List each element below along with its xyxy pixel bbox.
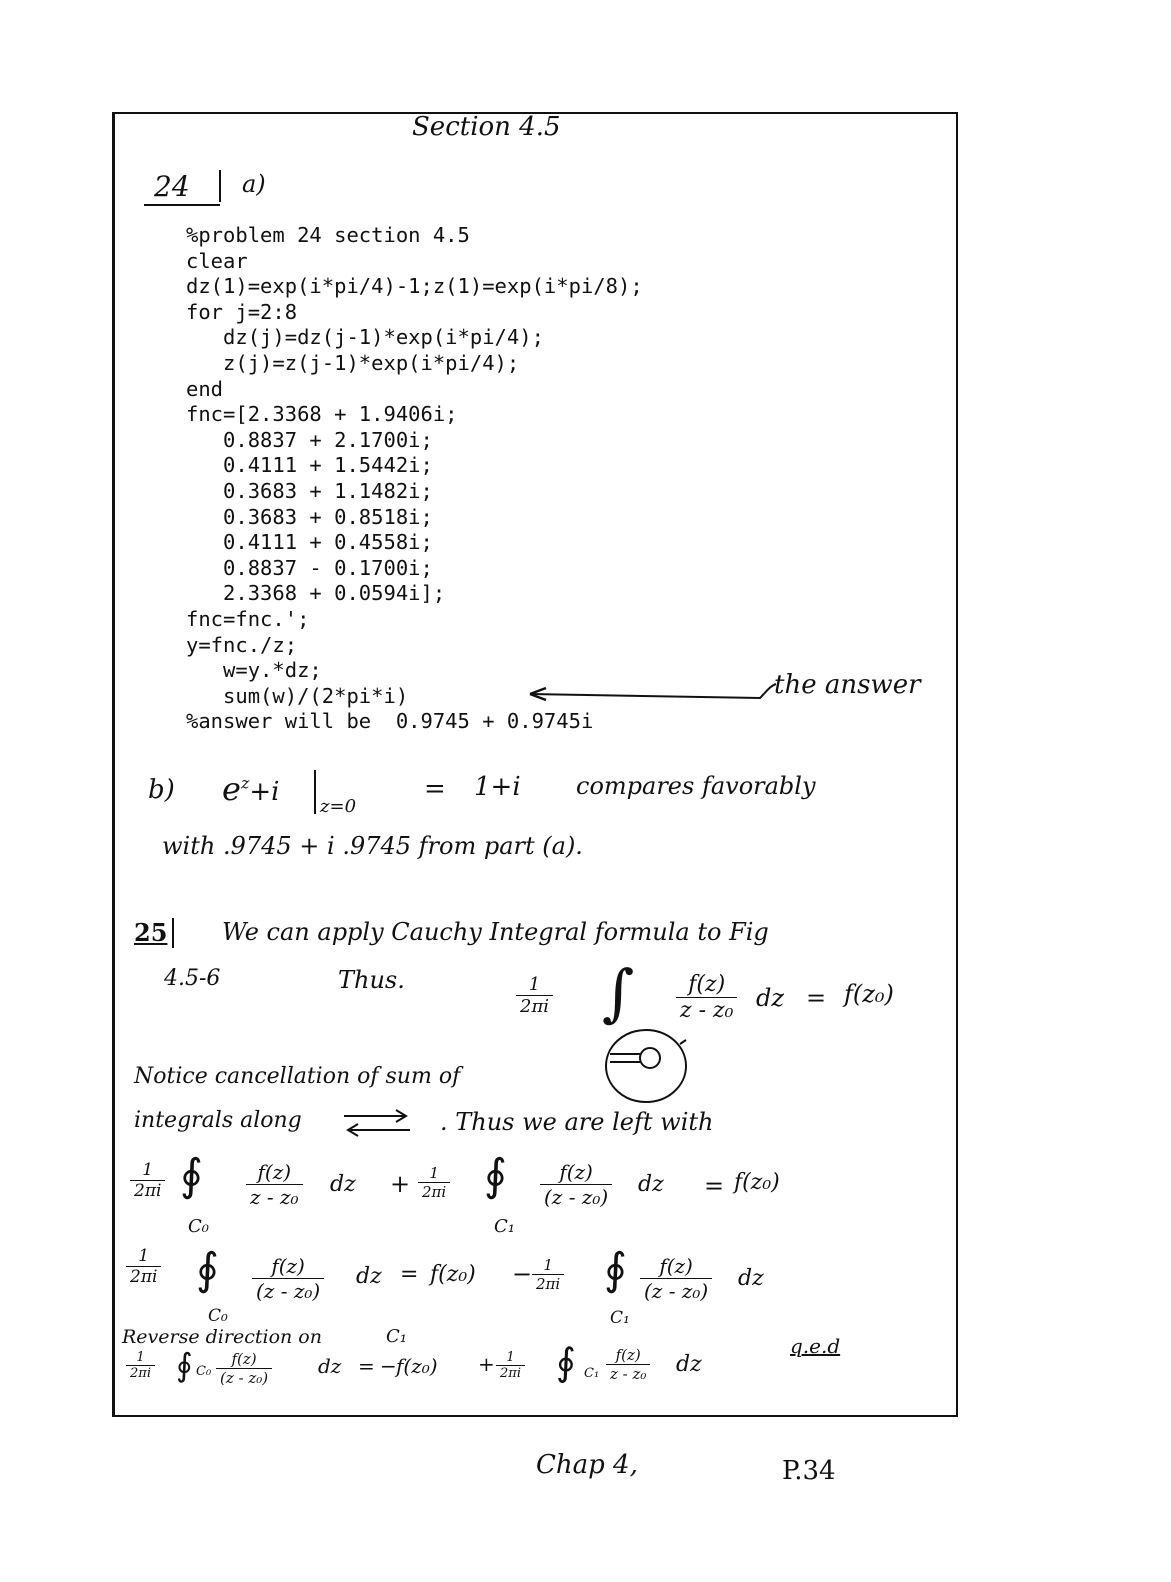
code-line: 0.3683 + 1.1482i;	[186, 478, 433, 503]
eq1-frac-a: $\frac{1}{2\pi i}$	[130, 1160, 165, 1201]
contour-integral-icon: ∮	[556, 1340, 576, 1384]
reverse-c1: C₁	[386, 1326, 407, 1347]
code-line: fnc=fnc.';	[186, 606, 310, 631]
code-line: 0.3683 + 0.8518i;	[186, 504, 433, 529]
problem-24-number: 24	[154, 170, 190, 203]
eq2-dz-1: dz	[356, 1264, 382, 1289]
eq1-dz-1: dz	[330, 1172, 356, 1197]
eq1-frac-d: $\frac{f(z)}{\text{(z - z₀)}}$	[540, 1160, 612, 1209]
eq3-equals: =	[358, 1354, 375, 1378]
code-line: clear	[186, 248, 248, 273]
cauchy-frac-2: $\frac{f(z)}{\text{z - z₀}}$	[676, 972, 737, 1023]
eq2-frac-a: $\frac{1}{2\pi i}$	[126, 1246, 161, 1287]
code-line: 0.8837 - 0.1700i;	[186, 555, 433, 580]
page-number: P.34	[782, 1456, 836, 1486]
eq2-f-z0: f(z₀)	[430, 1262, 476, 1287]
eq3-dz-1: dz	[318, 1354, 342, 1378]
part-b-plus: +i	[249, 777, 280, 807]
part-b-eval-bar	[314, 770, 316, 814]
cancel-arrows-icon	[340, 1106, 414, 1140]
eq2-c1: C₁	[610, 1308, 630, 1328]
notice-line-1: Notice cancellation of sum of	[134, 1064, 461, 1089]
code-line: 0.4111 + 1.5442i;	[186, 453, 433, 478]
chapter-label: Chap 4,	[536, 1450, 638, 1480]
code-line: sum(w)/(2*pi*i)	[186, 683, 409, 708]
code-line: y=fnc./z;	[186, 632, 298, 657]
cauchy-frac-1: $\frac{1}{2\pi i}$	[516, 974, 553, 1017]
eq1-equals: =	[704, 1172, 725, 1200]
notice-line-2: integrals along	[134, 1108, 302, 1133]
problem-25-intro: We can apply Cauchy Integral formula to Fig	[222, 918, 769, 946]
eq2-c0: C₀	[208, 1306, 228, 1326]
eq1-plus: +	[390, 1170, 411, 1198]
code-line: dz(1)=exp(i*pi/4)-1;z(1)=exp(i*pi/8);	[186, 274, 643, 299]
qed-mark: q.e.d	[790, 1334, 841, 1358]
matlab-code-block	[186, 223, 643, 735]
code-line: fnc=[2.3368 + 1.9406i;	[186, 402, 458, 427]
code-line: dz(j)=dz(j-1)*exp(i*pi/4);	[186, 325, 544, 350]
thus-label: Thus.	[338, 966, 405, 994]
problem-25-bar	[172, 918, 174, 948]
eq3-frac-c: $\frac{1}{2\pi i}$	[496, 1350, 525, 1381]
part-b-sup: z	[240, 773, 250, 793]
eq3-dz-2: dz	[676, 1352, 702, 1377]
contour-integral-icon: ∮	[604, 1244, 627, 1295]
code-line: for j=2:8	[186, 299, 298, 324]
code-line: 2.3368 + 0.0594i];	[186, 581, 446, 606]
eq3-frac-b: $\frac{f(z)}{\text{(z - z₀)}}$	[216, 1350, 272, 1387]
code-line: z(j)=z(j-1)*exp(i*pi/4);	[186, 350, 520, 375]
cauchy-f-z0: f(z₀)	[844, 980, 894, 1008]
problem-25-number: 25	[134, 918, 168, 947]
eq3-minus: −	[380, 1354, 397, 1378]
eq3-frac-d: $\frac{f(z)}{\text{z - z₀}}$	[606, 1346, 650, 1383]
eq3-c0: C₀	[196, 1364, 212, 1379]
eq2-equals: =	[400, 1262, 419, 1287]
code-line: %answer will be 0.9745 + 0.9745i	[186, 709, 594, 734]
notice-line-2b: . Thus we are left with	[440, 1108, 714, 1136]
reverse-direction-text: Reverse direction on	[122, 1326, 322, 1348]
part-b-compare: compares favorably	[576, 772, 816, 800]
contour-integral-icon: ∮	[196, 1244, 219, 1295]
code-line: %problem 24 section 4.5	[186, 223, 470, 247]
integral-sign: ∫	[602, 956, 635, 1029]
cauchy-equals: =	[806, 984, 827, 1012]
contour-diagram	[600, 1022, 696, 1106]
eq1-frac-b: $\frac{f(z)}{\text{z - z₀}}$	[246, 1160, 303, 1209]
part-b-line2: with .9745 + i .9745 from part (a).	[162, 832, 583, 860]
fig-ref: 4.5-6	[164, 966, 221, 991]
code-line: end	[186, 376, 224, 401]
part-a-label: a)	[242, 170, 266, 198]
eq1-dz-2: dz	[638, 1172, 664, 1197]
contour-integral-icon: ∮	[484, 1150, 507, 1201]
eq1-f-z0: f(z₀)	[734, 1170, 780, 1195]
eq2-frac-b: $\frac{f(z)}{\text{(z - z₀)}}$	[252, 1254, 324, 1303]
answer-annotation: the answer	[774, 670, 921, 700]
eq3-c1: C₁	[584, 1366, 600, 1381]
part-b-eval: z=0	[320, 796, 357, 817]
part-b-e: e	[222, 770, 241, 808]
problem-24-bar	[219, 170, 221, 202]
eq1-frac-c: $\frac{1}{2\pi i}$	[418, 1164, 450, 1201]
part-b-equals: =	[424, 774, 446, 804]
eq3-frac-a: $\frac{1}{2\pi i}$	[126, 1350, 155, 1381]
eq3-f-z0: f(z₀)	[396, 1354, 438, 1378]
eq2-frac-d: $\frac{f(z)}{\text{(z - z₀)}}$	[640, 1254, 712, 1303]
contour-integral-icon: ∮	[180, 1150, 203, 1201]
part-b-expr	[222, 770, 279, 808]
part-b-result: 1+i	[474, 772, 521, 802]
eq2-minus: −	[512, 1260, 533, 1288]
eq3-plus: +	[478, 1352, 495, 1376]
section-title: Section 4.5	[412, 112, 561, 142]
contour-integral-icon: ∮	[176, 1346, 193, 1384]
code-line: 0.8837 + 2.1700i;	[186, 427, 433, 452]
problem-24-underline	[144, 204, 220, 206]
code-line: 0.4111 + 0.4558i;	[186, 530, 433, 555]
eq1-c0: C₀	[188, 1216, 209, 1237]
code-line: w=y.*dz;	[186, 658, 322, 683]
part-b-label: b)	[148, 775, 175, 805]
eq1-c1: C₁	[494, 1216, 515, 1237]
cauchy-dz: dz	[756, 984, 785, 1012]
eq2-frac-c: $\frac{1}{2\pi i}$	[532, 1256, 564, 1293]
eq2-dz-2: dz	[738, 1266, 764, 1291]
answer-arrow	[520, 670, 780, 710]
